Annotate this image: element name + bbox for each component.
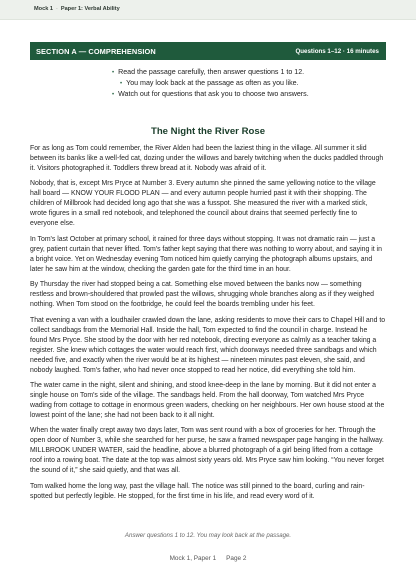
- running-header: [0, 0, 416, 20]
- passage-paragraph: The water came in the night, silent and shining, and stood knee-deep in the lane by morning. But it did not enter a single house on Tom's side of the village. The sandbags held. From the hall doorway, Tom watched Mrs Pryce wading from cottage to cottage in enormous green waders, checking on her neighbours. Her own house stood at the lowest point of the lane; she had not been back to it all night.: [30, 381, 385, 419]
- footer-paper: Mock 1, Paper 1: [169, 555, 217, 562]
- header-separator: ·: [55, 6, 58, 12]
- paper-label: Paper 1: Verbal Ability: [60, 6, 120, 12]
- instructions-list: [0, 67, 416, 100]
- section-title: SECTION A — COMPREHENSION: [36, 47, 156, 56]
- bullet-icon: •: [112, 70, 115, 76]
- passage-paragraph: By Thursday the river had stopped being a cat. Something else moved between the banks now — something restless and brown-shouldered that prowled past the willows, shrugging whole branches along as if they weighed nothing. When Tom stood on the footbridge, he could feel the boards trembling under his feet.: [30, 281, 374, 309]
- passage-paragraph: Nobody, that is, except Mrs Pryce at Number 3. Every autumn she pinned the same yellowing notice to the village hall board — KNOW YOUR FLOOD PLAN — and every autumn people hurried past it with their shopping. The children of Millbrook had decided long ago that she was a fusspot. She measured the river with a marked stick, wrote figures in a small red notebook, and telephoned the council about drains that seemed perfectly fine to everyone else.: [30, 180, 376, 228]
- page-footer: [0, 555, 416, 562]
- section-info: Questions 1–12 · 16 minutes: [295, 47, 379, 55]
- page-number: Page 2: [226, 555, 247, 562]
- instruction-item: • Read the passage carefully, then answer questions 1 to 12.: [112, 68, 305, 76]
- passage-paragraph: For as long as Tom could remember, the River Alden had been the laziest thing in the village. All summer it slid between its banks like a well-fed cat, dozing under the willows and barely twitching when the ducks paddled through it. Visitors photographed it. Toddlers threw bread at it. Nobody was afraid of it.: [30, 145, 384, 172]
- passage-body: [30, 144, 386, 507]
- instruction-item: • Watch out for questions that ask you to choose two answers.: [112, 90, 309, 98]
- instruction-item: • You may look back at the passage as often as you like.: [120, 79, 299, 87]
- passage-footnote: Answer questions 1 to 12. You may look back at the passage.: [124, 532, 292, 539]
- passage-paragraph: In Tom's last October at primary school, it rained for three days without stopping. It was not dramatic rain — just a grey, patient curtain that never lifted. Tom's father kept saying that there was nothing to worry about, and saying it in a bright voice. Yet on Wednesday evening Tom noticed him quietly carrying the photograph albums upstairs, and later he saw him at the window, checking the garden gate for the third time in an hour.: [30, 235, 382, 273]
- section-banner: [30, 42, 386, 60]
- passage-paragraph: That evening a van with a loudhailer crawled down the lane, asking residents to move their cars to Chapel Hill and to collect sandbags from the Memorial Hall. Inside the hall, Tom expected to find the council in charge. Instead he found Mrs Pryce. She stood by the door with her red notebook, directing everyone as calmly as a teacher taking a register. She knew which cottages the water would reach first, which doorways needed three sandbags and which needed five, and exactly when the river would be at its highest — nineteen minutes past eleven, she said, and nobody laughed. Tom's father, who had never once stopped to read her notice, did everything she told him.: [30, 316, 386, 374]
- running-header-text: [34, 6, 120, 12]
- bullet-icon: •: [120, 81, 123, 87]
- passage-paragraph: When the water finally crept away two days later, Tom was sent round with a box of groceries for her. Through the open door of Number 3, while she searched for her purse, he saw a framed newspaper page hanging in the hallway. MILLBROOK UNDER WATER, said the headline, above a blurred photograph of a girl being lifted from a cottage roof into a rowing boat. The date at the top was almost sixty years old. Mrs Pryce saw him looking. “You never forget the sound of it,” she said quietly, and that was all.: [30, 427, 384, 475]
- bullet-icon: •: [112, 92, 115, 98]
- mock-label: Mock 1: [34, 6, 53, 12]
- passage-title: The Night the River Rose: [150, 126, 266, 137]
- passage-paragraph: Tom walked home the long way, past the village hall. The notice was still pinned to the board, curling and rain-spotted but perfectly legible. He stopped, for the first time in his life, and read every word of it.: [30, 482, 365, 500]
